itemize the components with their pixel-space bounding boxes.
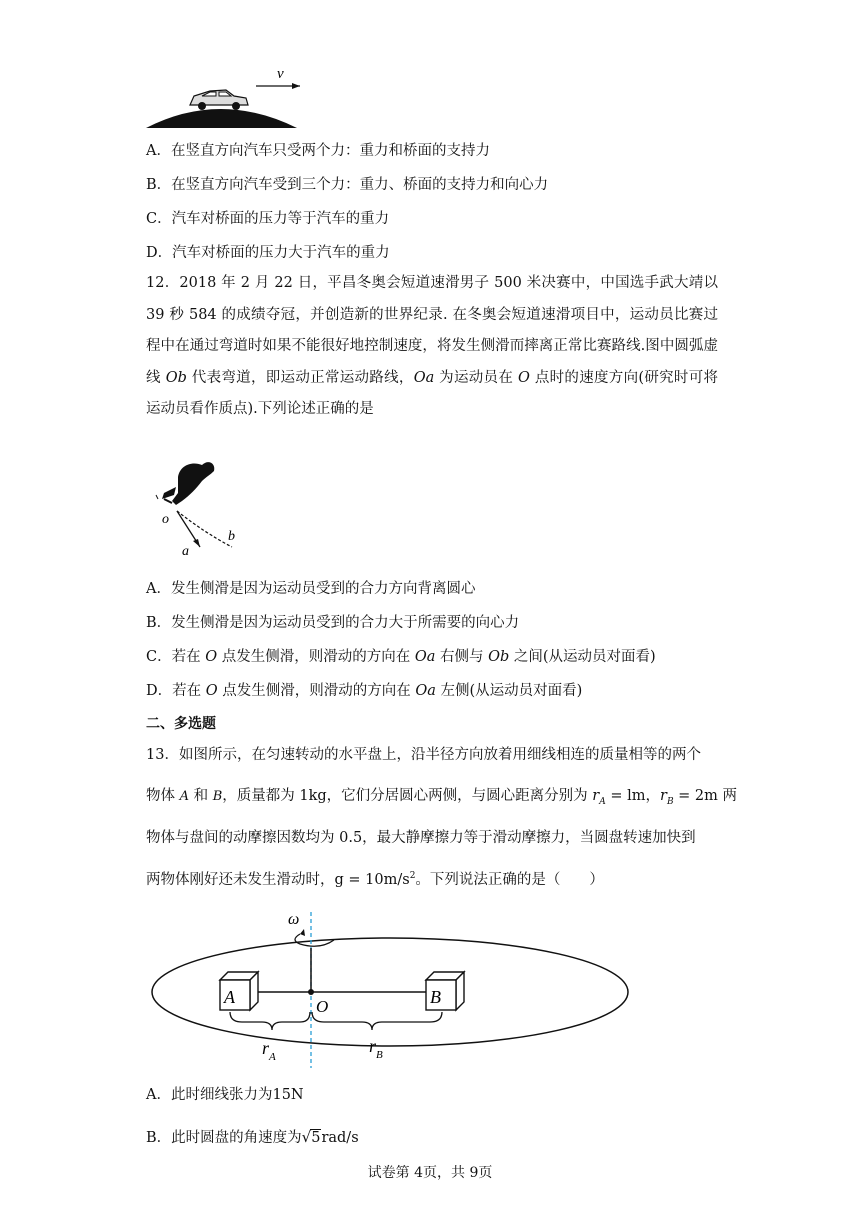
brace-rb [312,1012,442,1030]
q13-option-a: A．此时细线张力为15N [146,1087,304,1103]
rb-label: $r_B$ [369,1036,383,1061]
car-icon [190,90,248,110]
brace-ra [230,1012,310,1030]
center-o-label: O [316,997,329,1016]
page-footer: 试卷第 4页，共 9页 [367,1165,493,1181]
skater-icon [162,462,214,505]
point-b-label: b [228,529,235,544]
bridge-arch [146,109,297,128]
omega-label: ω [288,911,300,928]
point-a-label: a [182,544,189,559]
ra-label: $r_A$ [262,1038,276,1063]
q12-stem: 12．2018 年 2 月 22 日，平昌冬奥会短道速滑男子 500 米决赛中，中国选手武大靖以 39 秒 584 的成绩夺冠，并创造新的世界纪录. 在冬奥会短道速滑项目中，运动员比赛过程中在通过弯道时如果不能很好地控制速度，将发生侧滑而摔离正常比赛路线.图中圆弧虚线 Ob 代表弯道，即运动正常运动路线，Oa 为运动员在 O 点时的速度方向(研究时可将运动员看作质点).下列论述正确的是 [146,275,719,417]
q11-option-b: B．在竖直方向汽车受到三个力：重力、桥面的支持力和向心力 [146,177,549,193]
block-b-label: B [430,987,441,1007]
q13-option-b: B．此时圆盘的角速度为√5rad/s [146,1128,359,1146]
car-on-bridge-figure [140,58,320,133]
q12-option-c: C．若在 O 点发生侧滑，则滑动的方向在 Oa 右侧与 Ob 之间(从运动员对面看) [146,649,656,665]
q11-option-a: A．在竖直方向汽车只受两个力：重力和桥面的支持力 [146,143,490,159]
velocity-label: v [277,66,284,82]
q13-stem-line-1: 13．如图所示，在匀速转动的水平盘上，沿半径方向放着用细线相连的质量相等的两个 [146,747,701,763]
center-point [308,989,314,995]
q12-option-d: D．若在 O 点发生侧滑，则滑动的方向在 Oa 左侧(从运动员对面看) [146,683,583,699]
q12-option-a: A．发生侧滑是因为运动员受到的合力方向背离圆心 [146,581,476,597]
point-o-label: o [162,512,169,527]
q11-option-c: C．汽车对桥面的压力等于汽车的重力 [146,211,390,227]
q12-option-b: B．发生侧滑是因为运动员受到的合力大于所需要的向心力 [146,615,520,631]
q13-stem-line-4: 两物体刚好还未发生滑动时，$g = 10m/s^2$。下列说法正确的是（ ） [146,871,604,888]
block-a-label: A [224,987,235,1007]
q13-stem-line-2: 物体 A 和 B，质量都为 1kg，它们分居圆心两侧，与圆心距离分别为 $r_A$ = lm，$r_B = 2m$ 两 [146,788,738,807]
q11-option-d: D．汽车对桥面的压力大于汽车的重力 [146,245,390,261]
section-heading: 二、多选题 [146,716,216,732]
q13-stem-line-3: 物体与盘间的动摩擦因数均为 0.5，最大静摩擦力等于滑动摩擦力，当圆盘转速加快到 [146,830,696,846]
skater-figure [150,455,260,560]
rotating-disk-figure [150,908,630,1068]
